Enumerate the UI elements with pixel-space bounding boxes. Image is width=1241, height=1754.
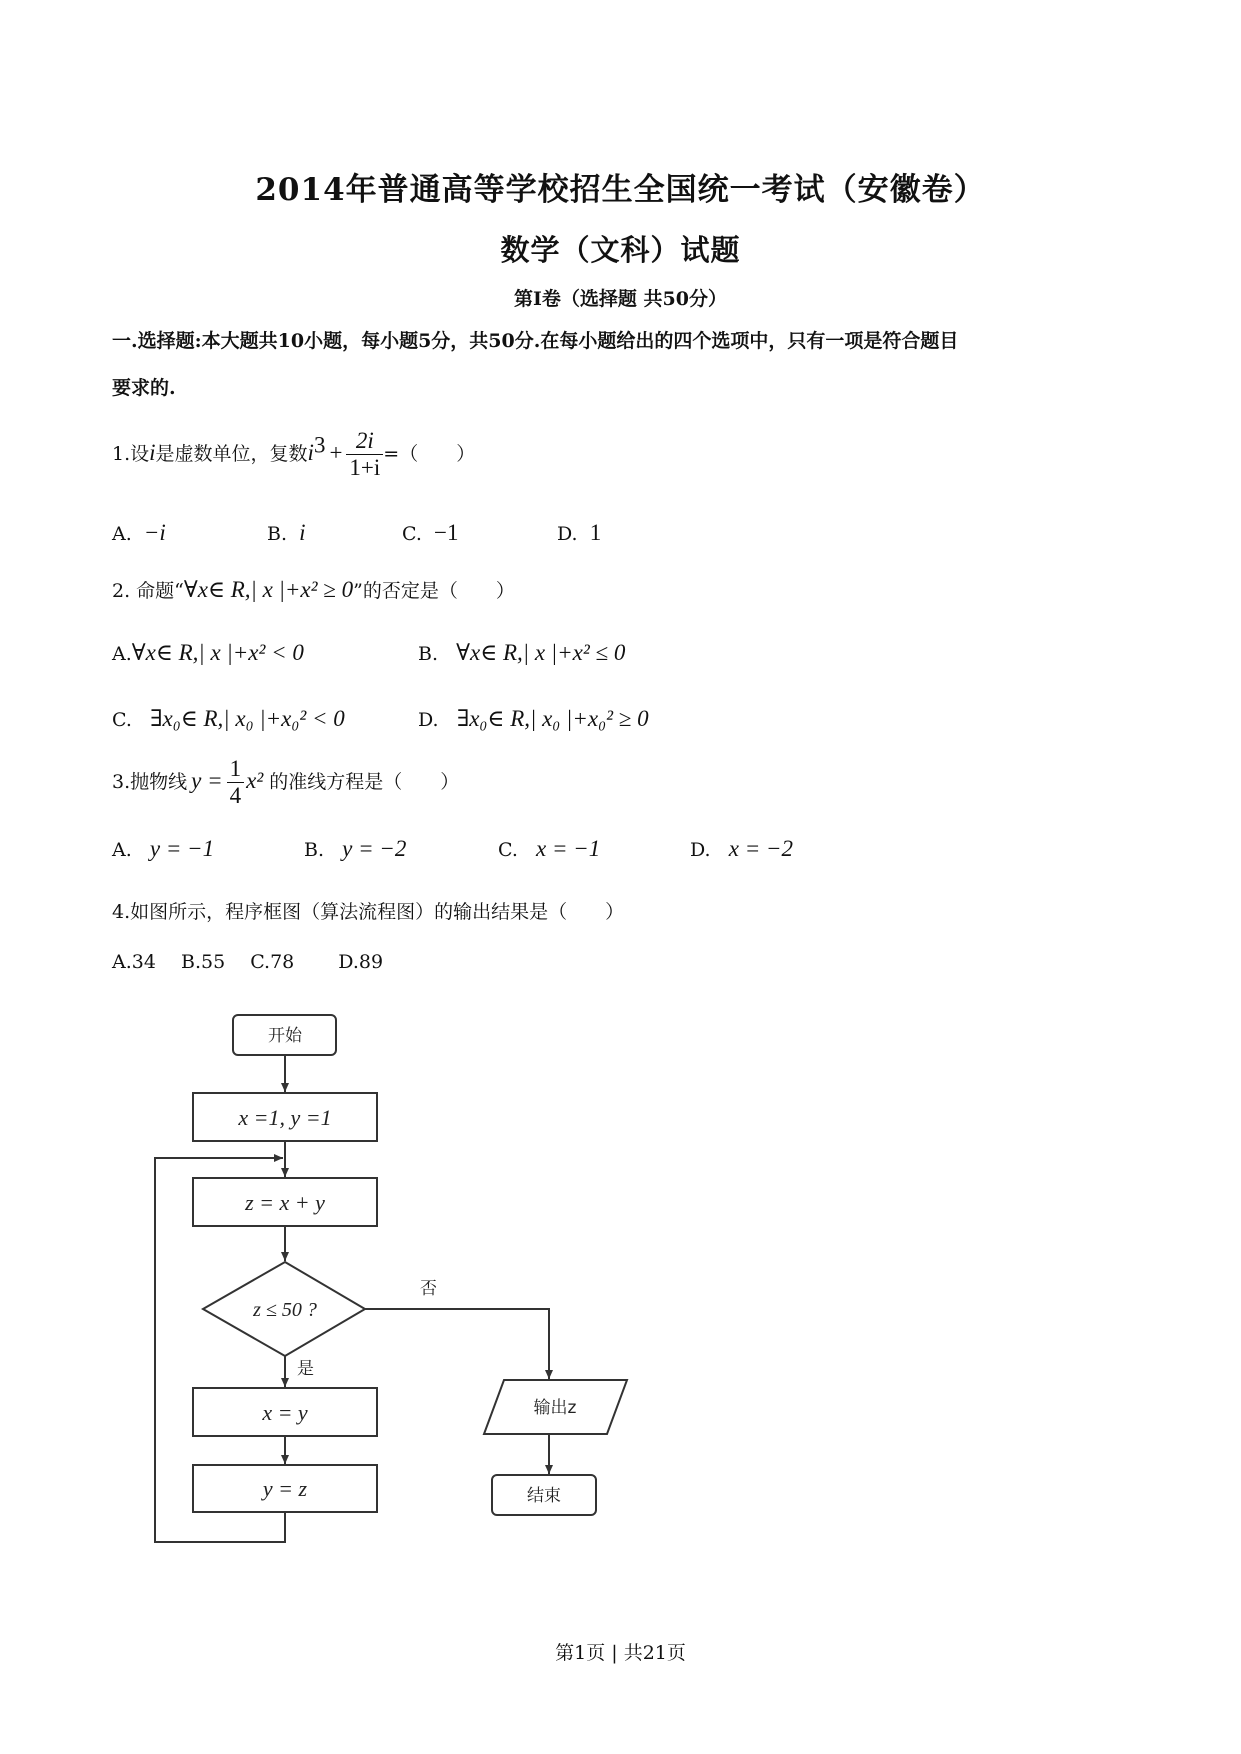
q2-formula: ∀x∈ R,| x |+x² ≥ 0 <box>183 577 354 602</box>
q1-var-i: i <box>149 439 156 465</box>
flow-arrow-no <box>365 1309 549 1379</box>
q1-exponent: 3 <box>313 432 326 458</box>
q3-option-b-label: B. <box>304 839 325 861</box>
q3-frac-den: 4 <box>229 783 242 809</box>
q1-option-a-value: −i <box>143 520 166 545</box>
flow-output-text: 输出z <box>533 1398 577 1418</box>
exam-title: 2014年普通高等学校招生全国统一考试（安徽卷） <box>255 172 986 208</box>
flow-assign-y-text: y = z <box>262 1476 308 1501</box>
q3-prefix: 3.抛物线 <box>112 770 188 793</box>
page-footer: 第1页 | 共21页 <box>555 1642 686 1664</box>
q3-option-c-label: C. <box>498 839 518 861</box>
q2-option-c-label: C. <box>112 709 132 731</box>
flow-z-text: z = x + y <box>245 1190 325 1215</box>
section-intro-line1: 一.选择题:本大题共10小题，每小题5分，共50分.在每小题给出的四个选项中，只有一项是符合题目 <box>112 330 959 352</box>
part-heading: 第I卷（选择题 共50分） <box>514 288 727 310</box>
q1-frac-den: 1+i <box>349 455 381 481</box>
q1-prefix: 1.设 <box>112 442 150 465</box>
q1-option-d-value: 1 <box>589 520 602 545</box>
q2-suffix: ”的否定是（ ） <box>353 580 515 602</box>
q3-option-b-value: y = −2 <box>342 836 407 861</box>
flow-no-label: 否 <box>420 1279 437 1299</box>
q1-option-a-label: A. <box>112 523 132 545</box>
q3-option-a-value: y = −1 <box>149 836 215 861</box>
q3-rhs: x² <box>246 767 264 793</box>
q3-lhs: y = <box>191 767 223 793</box>
q2-prefix: 2. 命题“ <box>112 580 184 602</box>
flow-start-text: 开始 <box>268 1026 302 1046</box>
q2-option-d-label: D. <box>418 709 439 731</box>
q3-option-c-value: x = −1 <box>536 836 601 861</box>
section-intro-line2: 要求的. <box>112 377 176 399</box>
q2-option-d-value: ∃x₀∈ R,| x₀ |+x₀² ≥ 0 <box>456 706 649 731</box>
q4-options: A.34 B.55 C.78 D.89 <box>112 951 384 973</box>
q2-option-a-label: A. <box>112 643 132 665</box>
q3-frac-num: 1 <box>227 756 245 783</box>
flow-init-text: x =1, y =1 <box>238 1105 332 1130</box>
q1-plus: + <box>329 439 343 465</box>
exam-subtitle: 数学（文科）试题 <box>500 233 741 267</box>
q3-option-d-label: D. <box>690 839 711 861</box>
q1-base: i <box>307 439 314 465</box>
q1-option-c-label: C. <box>402 523 422 545</box>
flow-end-text: 结束 <box>527 1486 561 1506</box>
q3-suffix: 的准线方程是（ ） <box>269 770 460 793</box>
q2-option-c-value: ∃x₀∈ R,| x₀ |+x₀² < 0 <box>150 706 345 731</box>
q1-option-b-label: B. <box>267 523 288 545</box>
q1-suffix: =（ ） <box>383 442 476 465</box>
flow-assign-x-text: x = y <box>262 1400 308 1425</box>
q1-mid: 是虚数单位，复数 <box>155 442 308 465</box>
q1-option-b-value: i <box>299 520 306 545</box>
q1-option-d-label: D. <box>557 523 578 545</box>
q1-option-c-value: −1 <box>434 520 459 545</box>
q2-option-a-value: ∀x∈ R,| x |+x² < 0 <box>131 640 304 665</box>
q1-frac-num: 2i <box>346 428 383 455</box>
question-4: 4.如图所示，程序框图（算法流程图）的输出结果是（ ） <box>112 901 625 923</box>
q3-option-d-value: x = −2 <box>728 836 793 861</box>
q2-option-b-value: ∀x∈ R,| x |+x² ≤ 0 <box>456 640 626 665</box>
flow-yes-label: 是 <box>297 1359 314 1379</box>
flow-decision-text: z ≤ 50 ? <box>253 1299 317 1321</box>
q2-option-b-label: B. <box>418 643 439 665</box>
q3-option-a-label: A. <box>112 839 132 861</box>
